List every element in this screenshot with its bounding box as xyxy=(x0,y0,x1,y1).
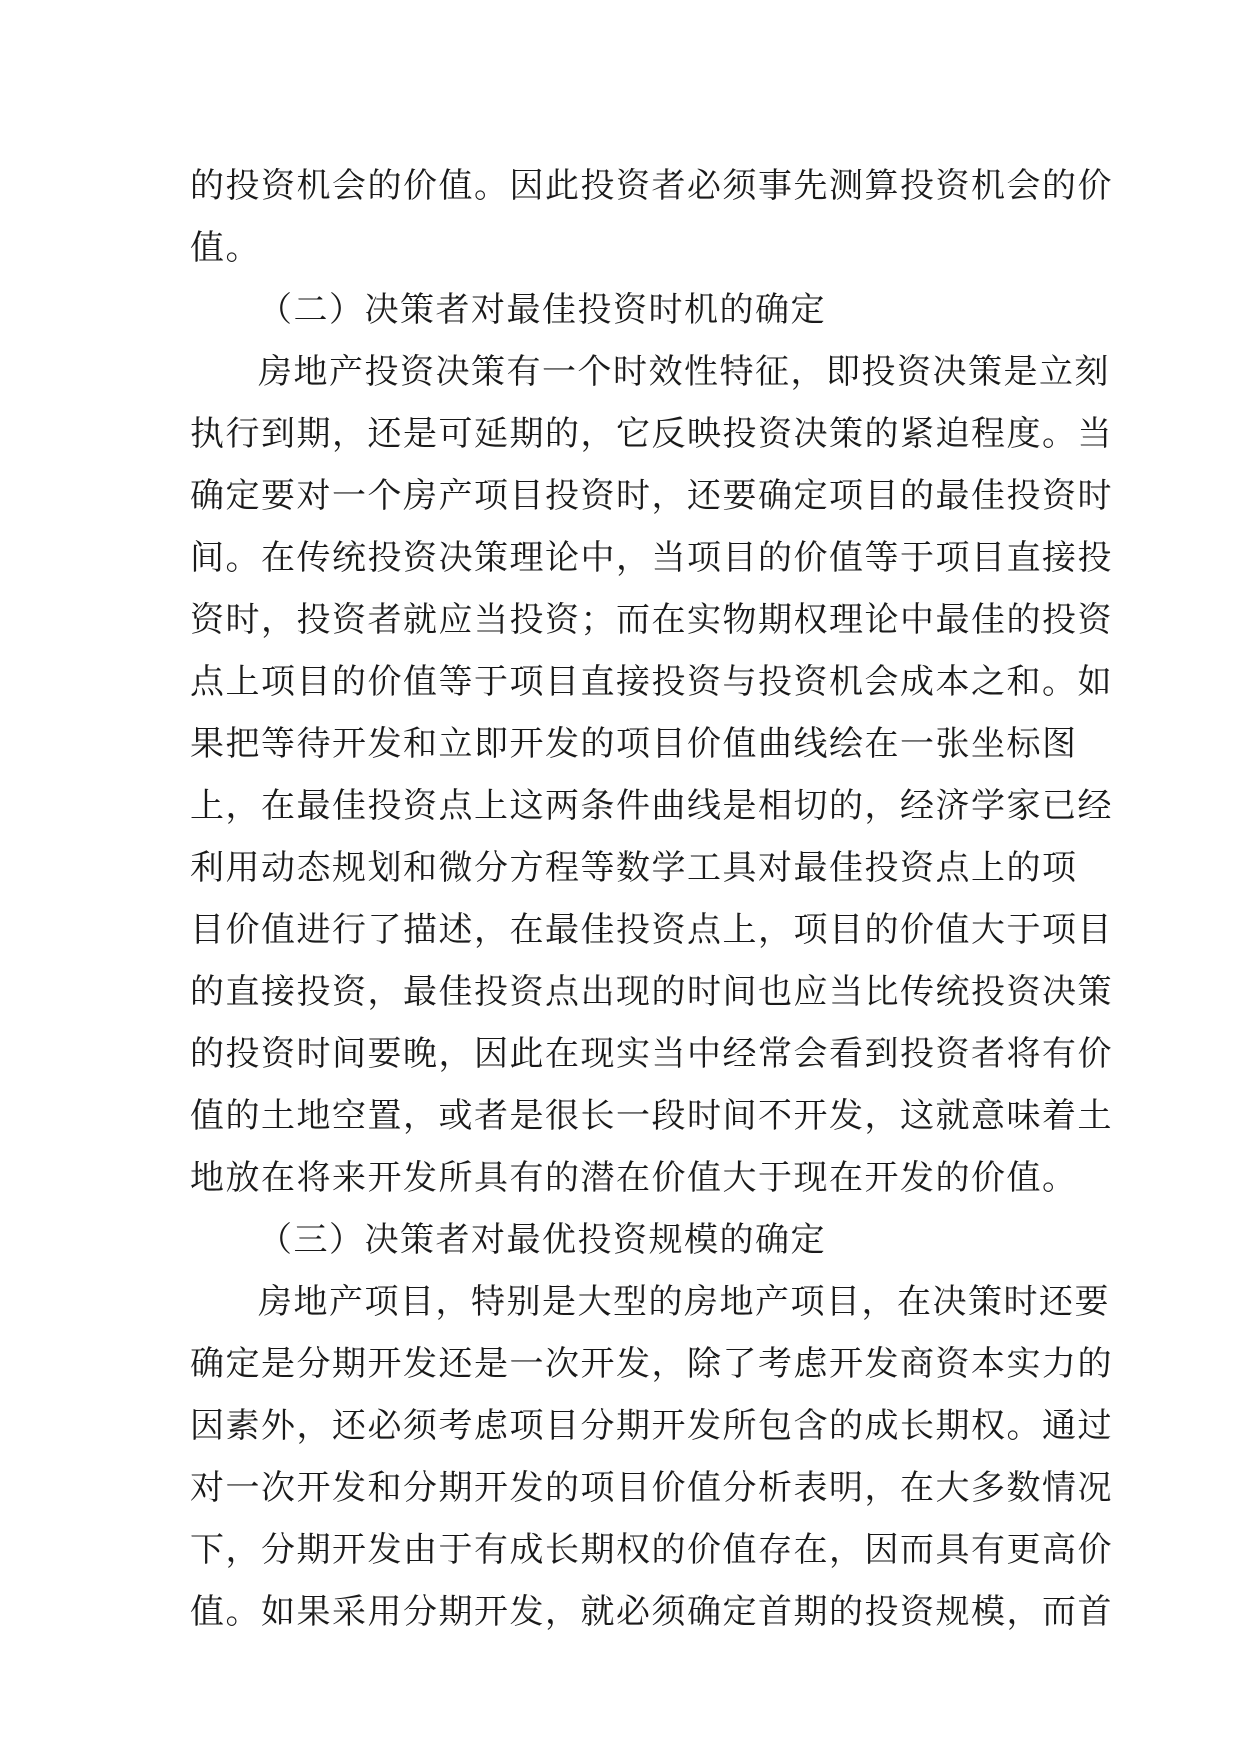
paragraph-line: 地放在将来开发所具有的潜在价值大于现在开发的价值。 xyxy=(190,1158,1078,1198)
paragraph-line: 目价值进行了描述，在最佳投资点上，项目的价值大于项目 xyxy=(190,910,1113,950)
paragraph-line: 资时，投资者就应当投资；而在实物期权理论中最佳的投资 xyxy=(190,600,1113,640)
paragraph-line: 下，分期开发由于有成长期权的价值存在，因而具有更高价 xyxy=(190,1530,1113,1570)
paragraph-line: 值。 xyxy=(190,228,261,268)
paragraph-line: 值的土地空置，或者是很长一段时间不开发，这就意味着土 xyxy=(190,1096,1113,1136)
paragraph-line: 执行到期，还是可延期的，它反映投资决策的紧迫程度。当 xyxy=(190,414,1113,454)
paragraph-line: 对一次开发和分期开发的项目价值分析表明，在大多数情况 xyxy=(190,1468,1113,1508)
paragraph-line: 的投资时间要晚，因此在现实当中经常会看到投资者将有价 xyxy=(190,1034,1113,1074)
paragraph-line: 房地产投资决策有一个时效性特征，即投资决策是立刻 xyxy=(258,352,1110,392)
section-heading: （二）决策者对最佳投资时机的确定 xyxy=(258,290,826,330)
paragraph-line: 确定是分期开发还是一次开发，除了考虑开发商资本实力的 xyxy=(190,1344,1113,1384)
paragraph-line: 的直接投资，最佳投资点出现的时间也应当比传统投资决策 xyxy=(190,972,1113,1012)
paragraph-line: 间。在传统投资决策理论中，当项目的价值等于项目直接投 xyxy=(190,538,1113,578)
paragraph-line: 上，在最佳投资点上这两条件曲线是相切的，经济学家已经 xyxy=(190,786,1113,826)
paragraph-line: 的投资机会的价值。因此投资者必须事先测算投资机会的价 xyxy=(190,166,1113,206)
document-body xyxy=(190,155,1113,1643)
paragraph-line: 因素外，还必须考虑项目分期开发所包含的成长期权。通过 xyxy=(190,1406,1113,1446)
paragraph-line: 果把等待开发和立即开发的项目价值曲线绘在一张坐标图 xyxy=(190,724,1078,764)
section-heading: （三）决策者对最优投资规模的确定 xyxy=(258,1220,826,1260)
paragraph-line: 值。如果采用分期开发，就必须确定首期的投资规模，而首 xyxy=(190,1592,1113,1632)
paragraph-line: 利用动态规划和微分方程等数学工具对最佳投资点上的项 xyxy=(190,848,1078,888)
paragraph-line: 房地产项目，特别是大型的房地产项目，在决策时还要 xyxy=(258,1282,1110,1322)
paragraph-line: 确定要对一个房产项目投资时，还要确定项目的最佳投资时 xyxy=(190,476,1113,516)
paragraph-line: 点上项目的价值等于项目直接投资与投资机会成本之和。如 xyxy=(190,662,1113,702)
